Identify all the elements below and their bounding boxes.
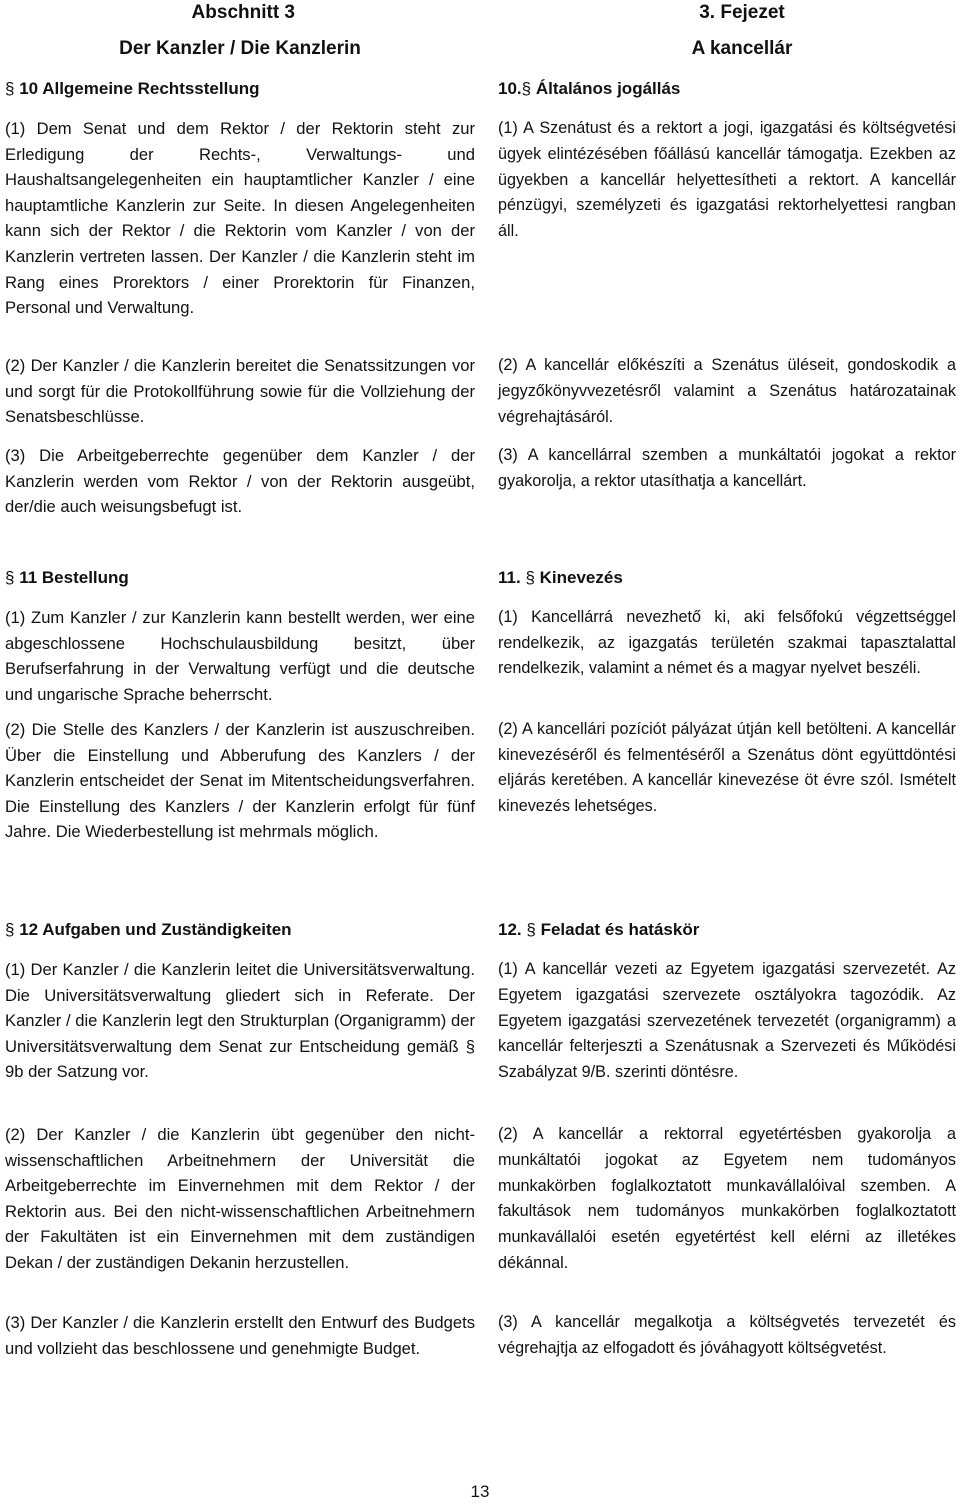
section-10-paragraph-1-de: (1) Dem Senat und dem Rektor / der Rektorin steht zur Erledigung der Rechts-, Verwaltungs- und Haushaltsangelegenheiten ein hauptamtlicher Kanzler / eine hauptamtliche Kanzlerin zur Seite. In diesen Angelegenheiten kann sich der Rektor / die Rektorin vom Kanzler / von der Kanzlerin vertreten lassen. Der Kanzler / die Kanzlerin steht im Rang eines Prorektors / einer Prorektorin für Finanzen, Personal und Verwaltung.: [5, 119, 475, 318]
chapter-heading-de: Abschnitt 3: [191, 2, 295, 23]
section-11-paragraph-1-de: (1) Zum Kanzler / zur Kanzlerin kann bestellt werden, wer eine abgeschlossene Hochschulausbildung besitzt, über Berufserfahrung in der Verwaltung verfügt und die deutsche und ungarische Sprache beherrscht.: [5, 608, 475, 704]
section-11-heading-de: [5, 568, 475, 588]
section-symbol: §: [526, 920, 536, 939]
section-10-paragraph-1-hu: (1) A Szenátust és a rektort a jogi, igazgatási és költségvetési ügyek elintézésében főállású kancellár támogatja. Ezekben az ügyekben a kancellár helyettesítheti a rektort. A kancellár pénzügyi, személyzeti és igazgatási rektorhelyettesi rangban áll.: [498, 119, 956, 241]
section-symbol: §: [5, 568, 15, 587]
section-11-paragraph-1-hu: (1) Kancellárrá nevezhető ki, aki felsőfokú végzettséggel rendelkezik, az igazgatás területén szakmai tapasztalattal rendelkezik, valamint a német és a magyar nyelvet beszéli.: [498, 608, 956, 678]
section-12-paragraph-3-de: (3) Der Kanzler / die Kanzlerin erstellt den Entwurf des Budgets und vollzieht das beschlossene und genehmigte Budget.: [5, 1313, 475, 1358]
section-symbol: §: [5, 920, 15, 939]
section-12-title-hu: Feladat és hatáskör: [540, 920, 700, 939]
page-number: 13: [470, 1482, 490, 1501]
section-symbol: §: [5, 79, 15, 98]
section-10-paragraph-3-de: (3) Die Arbeitgeberrechte gegenüber dem Kanzler / der Kanzlerin werden vom Rektor / von der Rektorin ausgeübt, der/die auch weisungsbefugt ist.: [5, 446, 475, 517]
section-12-paragraph-2-de: (2) Der Kanzler / die Kanzlerin übt gegenüber den nicht-wissenschaftlichen Arbeitnehmern der Universität die Arbeitgeberrechte im Einvernehmen mit dem Rektor / der Rektorin aus. Bei den nicht-wissenschaftlichen Arbeitnehmern der Fakultäten ist ein Einvernehmen mit dem zuständigen Dekan / der zuständigen Dekanin herzustellen.: [5, 1125, 475, 1272]
section-12-number-hu: 12.: [498, 920, 522, 939]
chapter-heading-hu: 3. Fejezet: [699, 2, 785, 23]
section-11-number-hu: 11.: [498, 568, 521, 587]
section-symbol: §: [525, 568, 535, 587]
section-10-title-de: 10 Allgemeine Rechtsstellung: [19, 79, 260, 98]
section-12-heading-hu: [498, 920, 956, 940]
section-10-number-hu: 10.: [498, 79, 522, 98]
section-12-paragraph-1-hu: (1) A kancellár vezeti az Egyetem igazgatási szervezetét. Az Egyetem igazgatási szervezete osztályokra tagozódik. Az Egyetem igazgatási szervezetének tervezetét (organigramm) a kancellár felterjeszti a Szenátusnak a Szervezeti és Működési Szabályzat 9/B. szerinti döntésre.: [498, 960, 956, 1082]
section-10-paragraph-2-de: (2) Der Kanzler / die Kanzlerin bereitet die Senatssitzungen vor und sorgt für die Protokollführung sowie für die Vollziehung der Senatsbeschlüsse.: [5, 356, 475, 427]
chapter-title-de: Der Kanzler / Die Kanzlerin: [119, 38, 361, 59]
section-12-heading-de: [5, 920, 475, 940]
section-11-paragraph-2-de: (2) Die Stelle des Kanzlers / der Kanzlerin ist auszuschreiben. Über die Einstellung und Abberufung des Kanzlers / der Kanzlerin entscheidet der Senat im Mitentscheidungsverfahren. Die Einstellung des Kanzlers / der Kanzlerin erfolgt für fünf Jahre. Die Wiederbestellung ist mehrmals möglich.: [5, 720, 475, 842]
chapter-title-hu: A kancellár: [691, 38, 793, 59]
section-10-heading-hu: [498, 79, 956, 99]
section-10-paragraph-3-hu: (3) A kancellárral szemben a munkáltatói jogokat a rektor gyakorolja, a rektor utasíthatja a kancellárt.: [498, 446, 956, 490]
section-11-paragraph-2-hu: (2) A kancellári pozíciót pályázat útján kell betölteni. A kancellár kinevezéséről és felmentéséről a Szenátus dönt együttdöntési eljárás keretében. A kancellár kinevezése öt évre szól. Ismételt kinevezés lehetséges.: [498, 720, 956, 815]
section-12-paragraph-1-de: [5, 957, 475, 1085]
section-12-paragraph-1-text-de: (1) Der Kanzler / die Kanzlerin leitet die Universitätsverwaltung. Die Universitätsverwaltung gliedert sich in Referate. Der Kanzler / die Kanzlerin legt den Strukturplan (Organigramm) der Universitätsverwaltung dem Senat zur Entscheidung gemäß: [5, 960, 475, 1056]
section-10-heading-de: [5, 79, 475, 99]
section-11-title-hu: Kinevezés: [539, 568, 623, 587]
section-12-paragraph-2-hu: (2) A kancellár a rektorral egyetértésben gyakorolja a munkáltatói jogokat az Egyetem nem tudományos munkakörben foglalkoztatott munkavállalóival szemben. A fakultások nem tudományos munkakörben foglalkoztatott munkavállalói esetén egyetértést kell elérni az illetékes dékánnal.: [498, 1125, 956, 1272]
section-11-heading-hu: [498, 568, 956, 588]
section-symbol: §: [521, 79, 532, 98]
section-11-title-de: 11 Bestellung: [19, 568, 129, 587]
section-12-title-de: 12 Aufgaben und Zuständigkeiten: [19, 920, 292, 939]
section-12-paragraph-1-ref-de: 9b der Satzung vor.: [5, 1062, 149, 1082]
section-symbol: §: [465, 1036, 475, 1056]
section-10-title-hu: Általános jogállás: [535, 79, 681, 98]
section-12-paragraph-3-hu: (3) A kancellár megalkotja a költségvetés tervezetét és végrehajtja az elfogadott és jóváhagyott költségvetést.: [498, 1313, 956, 1357]
section-10-paragraph-2-hu: (2) A kancellár előkészíti a Szenátus üléseit, gondoskodik a jegyzőkönyvvezetésről valamint a Szenátus határozatainak végrehajtásáról.: [498, 356, 956, 426]
